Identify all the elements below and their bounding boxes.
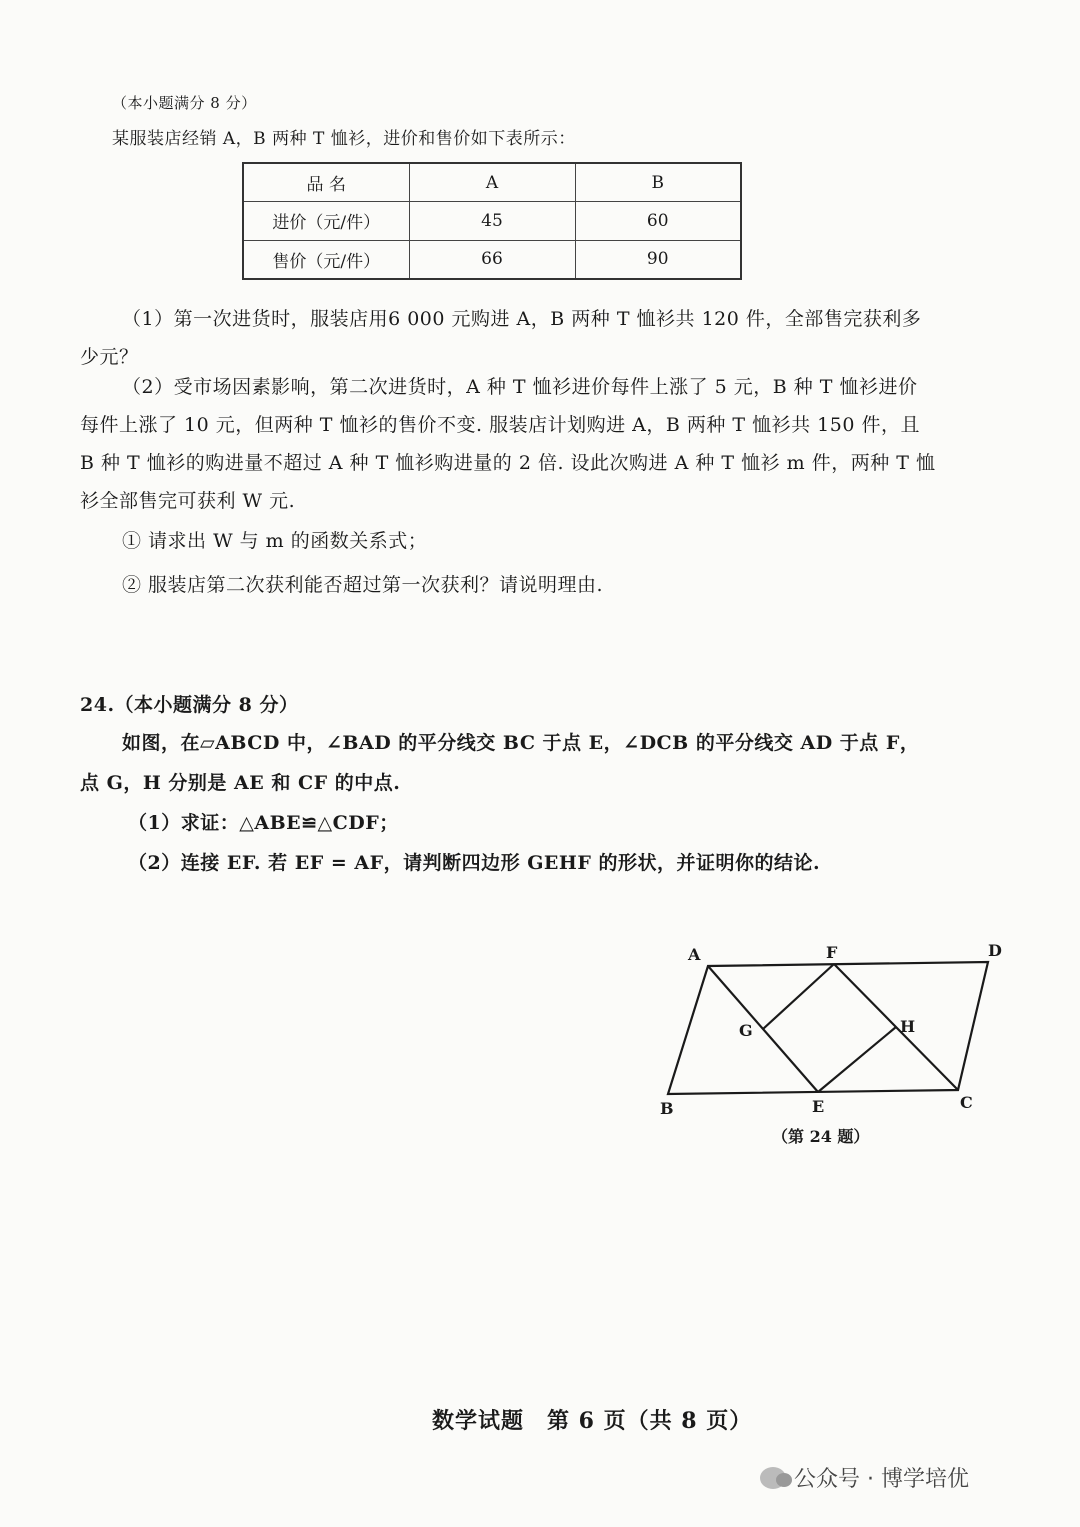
table-cell: 90 — [575, 240, 741, 279]
wechat-icon — [760, 1467, 786, 1489]
table-cell: 66 — [409, 240, 575, 279]
table-row — [243, 163, 741, 202]
watermark-text: 公众号 · 博学培优 — [794, 1467, 969, 1492]
segment-eh — [818, 1027, 896, 1092]
table-cell: 进价（元/件） — [243, 202, 409, 240]
label-c: C — [960, 1093, 973, 1112]
q23-intro: 某服装店经销 A，B 两种 T 恤衫，进价和售价如下表所示： — [112, 129, 576, 149]
q24-part1: （1）求证：△ABE≌△CDF； — [128, 812, 399, 834]
q23-sub2: ② 服装店第二次获利能否超过第一次获利？请说明理由. — [122, 574, 604, 596]
price-table — [242, 162, 742, 280]
table-header-cell: 品 名 — [243, 163, 409, 202]
table-cell: 45 — [409, 202, 575, 240]
label-d: D — [988, 941, 1002, 960]
q24-header: 24.（本小题满分 8 分） — [80, 694, 299, 716]
q24-line1: 如图，在▱ABCD 中，∠BAD 的平分线交 BC 于点 E，∠DCB 的平分线交 AD 于点 F， — [122, 732, 920, 754]
label-a: A — [688, 945, 701, 964]
table-cell: 售价（元/件） — [243, 240, 409, 279]
segment-gf — [763, 964, 834, 1029]
table-row — [243, 202, 741, 240]
table-header-cell: A — [409, 163, 575, 202]
label-e: E — [812, 1097, 825, 1116]
label-h: H — [900, 1017, 916, 1036]
q23-part2-line3: B 种 T 恤衫的购进量不超过 A 种 T 恤衫购进量的 2 倍. 设此次购进 A 种 T 恤衫 m 件，两种 T 恤 — [80, 452, 936, 474]
label-g: G — [739, 1021, 753, 1040]
q23-header: （本小题满分 8 分） — [112, 94, 257, 112]
q23-part2-line1: （2）受市场因素影响，第二次进货时，A 种 T 恤衫进价每件上涨了 5 元，B 种 T 恤衫进价 — [122, 376, 918, 398]
label-b: B — [660, 1099, 674, 1118]
watermark — [760, 1462, 969, 1493]
q24-line2: 点 G，H 分别是 AE 和 CF 的中点. — [80, 772, 401, 794]
q23-part2-line2: 每件上涨了 10 元，但两种 T 恤衫的售价不变. 服装店计划购进 A，B 两种 T 恤衫共 150 件，且 — [80, 414, 920, 436]
page-footer: 数学试题 第 6 页（共 8 页） — [432, 1408, 753, 1434]
segment-cf — [834, 964, 958, 1090]
label-f: F — [826, 943, 838, 962]
parallelogram-abcd — [668, 962, 988, 1094]
q24-part2: （2）连接 EF. 若 EF = AF，请判断四边形 GEHF 的形状，并证明你的结论. — [128, 852, 821, 874]
table-header-cell: B — [575, 163, 741, 202]
q23-part2-line4: 衫全部售完可获利 W 元. — [80, 490, 296, 512]
table-row — [243, 240, 741, 279]
figure-svg — [640, 938, 1020, 1128]
q23-part1-line1: （1）第一次进货时，服装店用6 000 元购进 A，B 两种 T 恤衫共 120 件，全部售完获利多 — [122, 308, 922, 330]
q23-part1-line2: 少元？ — [80, 346, 139, 368]
table-cell: 60 — [575, 202, 741, 240]
figure-caption: （第 24 题） — [772, 1127, 870, 1146]
q23-sub1: ① 请求出 W 与 m 的函数关系式； — [122, 530, 428, 552]
